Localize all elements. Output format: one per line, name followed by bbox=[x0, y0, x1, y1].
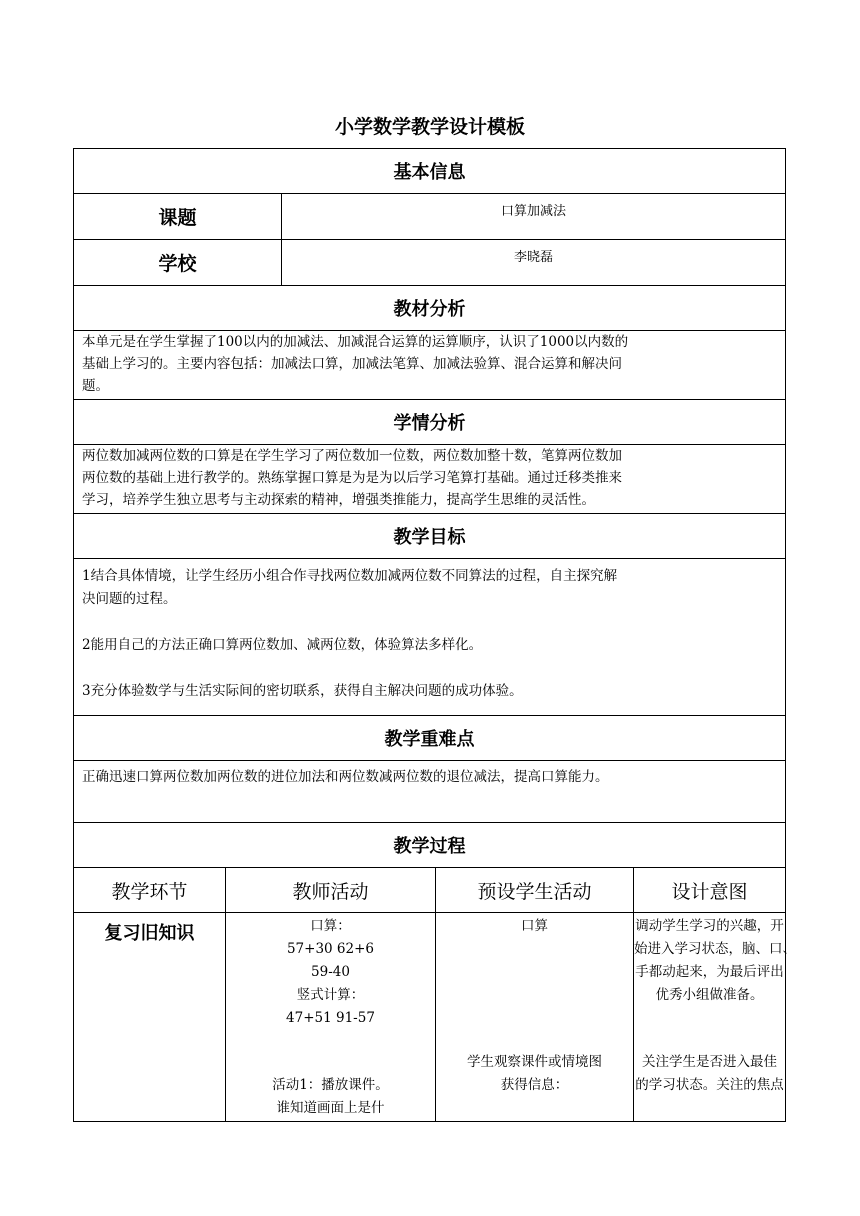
topic-label: 课题 bbox=[74, 194, 282, 240]
teacher-line: 谁知道画面上是什 bbox=[276, 1100, 385, 1116]
key-points-text: 正确迅速口算两位数加两位数的进位加法和两位数减两位数的退位减法，提高口算能力。 bbox=[74, 761, 786, 823]
intent-line: 关注学生是否进入最佳 bbox=[642, 1054, 778, 1070]
teacher-line: 47+51 91-57 bbox=[286, 1010, 375, 1026]
section-heading-goals: 教学目标 bbox=[74, 514, 786, 559]
textbook-line: 题。 bbox=[82, 378, 109, 394]
goal-item: 2能用自己的方法正确口算两位数加、减两位数，体验算法多样化。 bbox=[82, 637, 483, 653]
student-line: 学生观察课件或情境图 bbox=[467, 1054, 602, 1070]
intent-line: 始进入学习状态，脑、口、 bbox=[634, 941, 796, 957]
student-line: 获得信息： bbox=[500, 1077, 569, 1093]
column-header-stage: 教学环节 bbox=[74, 868, 226, 913]
teacher-activity bbox=[226, 913, 436, 1122]
teacher-line: 活动1：播放课件。 bbox=[272, 1077, 389, 1093]
teacher-line: 59-40 bbox=[311, 964, 350, 980]
intent-line: 调动学生学习的兴趣，开 bbox=[635, 918, 784, 934]
students-line: 两位数加减两位数的口算是在学生学习了两位数加一位数，两位数加整十数，笔算两位数加 bbox=[82, 448, 622, 464]
column-header-student: 预设学生活动 bbox=[436, 868, 634, 913]
student-line: 口算 bbox=[521, 918, 548, 934]
section-heading-key-points: 教学重难点 bbox=[74, 716, 786, 761]
teacher-line: 57+30 62+6 bbox=[286, 941, 375, 957]
section-heading-students: 学情分析 bbox=[74, 400, 786, 445]
goal-item bbox=[82, 565, 777, 611]
teacher-line: 竖式计算： bbox=[296, 987, 365, 1003]
stage-review: 复习旧知识 bbox=[74, 913, 226, 1122]
goal-line: 决问题的过程。 bbox=[82, 591, 177, 607]
goal-line: 1结合具体情境，让学生经历小组合作寻找两位数加减两位数不同算法的过程，自主探究解 bbox=[82, 568, 618, 584]
design-intent bbox=[634, 913, 796, 1122]
intent-line: 的学习状态。关注的焦点 bbox=[635, 1077, 784, 1093]
textbook-line: 基础上学习的。主要内容包括：加减法口算，加减法笔算、加减法验算、混合运算和解决问 bbox=[82, 356, 622, 372]
school-value: 李晓磊 bbox=[282, 240, 786, 286]
column-header-intent: 设计意图 bbox=[634, 868, 786, 913]
section-heading-textbook: 教材分析 bbox=[74, 286, 786, 331]
section-heading-basic-info: 基本信息 bbox=[74, 149, 786, 194]
school-label: 学校 bbox=[74, 240, 282, 286]
intent-line: 手都动起来，为最后评出 bbox=[635, 964, 784, 980]
textbook-line: 本单元是在学生掌握了100以内的加减法、加减混合运算的运算顺序，认识了1000以内数的 bbox=[82, 334, 629, 350]
intent-line: 优秀小组做准备。 bbox=[655, 987, 764, 1003]
goal-item: 3充分体验数学与生活实际间的密切联系，获得自主解决问题的成功体验。 bbox=[82, 683, 523, 699]
students-line: 学习，培养学生独立思考与主动探索的精神，增强类推能力，提高学生思维的灵活性。 bbox=[82, 492, 595, 508]
column-header-teacher: 教师活动 bbox=[226, 868, 436, 913]
lesson-plan-table bbox=[73, 148, 796, 1122]
topic-value: 口算加减法 bbox=[282, 194, 786, 240]
student-analysis-text bbox=[74, 445, 786, 514]
teaching-goals-text bbox=[74, 559, 786, 716]
student-activity bbox=[436, 913, 634, 1122]
students-line: 两位数的基础上进行教学的。熟练掌握口算是为是为以后学习笔算打基础。通过迁移类推来 bbox=[82, 470, 622, 486]
section-heading-process: 教学过程 bbox=[74, 823, 786, 868]
teacher-line: 口算： bbox=[310, 918, 351, 934]
textbook-analysis-text bbox=[74, 331, 786, 400]
document-title: 小学数学教学设计模板 bbox=[334, 116, 525, 138]
